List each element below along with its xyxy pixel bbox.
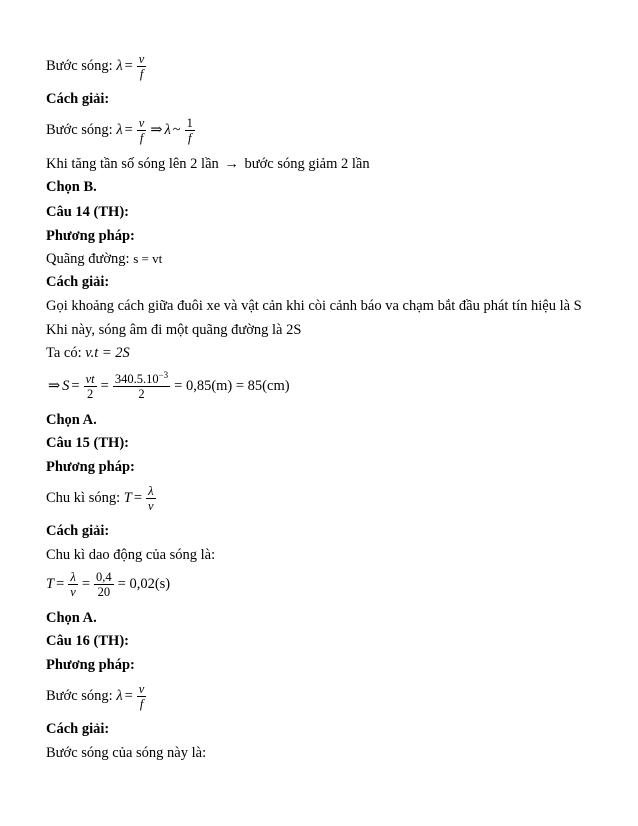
fraction (68, 570, 78, 599)
fraction (137, 116, 147, 145)
equals-sign: = (124, 687, 133, 704)
numerator: vt (85, 372, 95, 386)
question-heading-14: Câu 14 (TH): (46, 204, 129, 220)
numerator: v (138, 52, 145, 66)
denominator: v (70, 585, 76, 599)
label: Bước sóng: (46, 121, 113, 138)
formula-line-distance (46, 250, 162, 268)
exponent: −3 (158, 369, 169, 380)
denominator: f (137, 696, 147, 711)
denominator: 2 (84, 386, 97, 401)
fraction (137, 52, 147, 81)
fraction (113, 369, 170, 401)
numerator: 1 (186, 116, 193, 130)
fraction (185, 116, 195, 145)
numerator: v (138, 682, 145, 696)
label: Quãng đường: (46, 251, 130, 267)
math-symbol: S (62, 377, 70, 394)
formula-line-given (46, 344, 130, 362)
equals-sign: = (124, 121, 133, 138)
heading-method: Phương pháp: (46, 657, 135, 673)
math-symbol: λ (116, 687, 123, 704)
math-symbol: λ (116, 57, 123, 74)
fraction (94, 570, 114, 599)
answer-choice: Chọn A. (46, 610, 97, 626)
heading-solution-3: Cách giải: (46, 523, 110, 539)
denominator: f (137, 66, 147, 81)
question-heading-15: Câu 15 (TH): (46, 435, 129, 451)
text-line: Gọi khoảng cách giữa đuôi xe và vật cản khi còi cảnh báo va chạm bắt đầu phát tín hiệu là S (46, 298, 582, 314)
formula-line-wavelength-1 (46, 52, 148, 81)
denominator: 2 (113, 386, 170, 401)
heading-solution-2: Cách giải: (46, 274, 110, 290)
text-part: bước sóng giảm 2 lần (244, 156, 370, 172)
formula-line-wavelength-2 (46, 116, 197, 145)
formula: s = vt (133, 251, 163, 266)
result: = 0,85(m) = 85(cm) (174, 377, 290, 394)
heading-method: Phương pháp: (46, 459, 135, 475)
label: Ta có: (46, 345, 82, 361)
equals-sign: = (124, 57, 133, 74)
denominator: f (137, 130, 147, 145)
numerator: v (138, 116, 145, 130)
text-line: Khi này, sóng âm đi một quãng đường là 2S (46, 322, 302, 338)
denominator: 20 (94, 584, 114, 599)
implies-sign: ⇒ (150, 121, 163, 138)
text-line: Bước sóng của sóng này là: (46, 745, 207, 761)
answer-choice: Chọn A. (46, 412, 97, 428)
heading-solution-1: Cách giải: (46, 91, 110, 107)
arrow-icon: → (224, 156, 239, 172)
implies-sign: ⇒ (48, 377, 61, 394)
fraction (84, 372, 97, 401)
denominator: f (185, 130, 195, 145)
heading-solution-4: Cách giải: (46, 721, 110, 737)
formula-line-period (46, 484, 158, 513)
text-line: Chu kì dao động của sóng là: (46, 547, 216, 563)
question-heading-16: Câu 16 (TH): (46, 633, 129, 649)
fraction (137, 682, 147, 711)
numerator: 0,4 (96, 570, 112, 584)
math-symbol: T (123, 489, 132, 506)
proportional-sign: ~ (172, 121, 181, 138)
numerator: λ (70, 570, 76, 584)
math-symbol: T (46, 575, 55, 592)
equals-sign: = (81, 575, 91, 592)
text-line (46, 155, 370, 173)
equals-sign: = (56, 575, 65, 592)
formula: v.t = 2S (85, 345, 130, 361)
equals-sign: = (133, 489, 143, 506)
text-part: Khi tăng tần số sóng lên 2 lần (46, 156, 219, 172)
formula-line-result-period (46, 570, 170, 599)
denominator: v (148, 499, 154, 513)
heading-method: Phương pháp: (46, 228, 135, 244)
equals-sign: = (100, 377, 109, 394)
math-symbol: λ (116, 121, 123, 138)
fraction (146, 484, 156, 513)
formula-line-wavelength-3 (46, 682, 148, 711)
result: = 0,02(s) (117, 575, 171, 592)
equals-sign: = (71, 377, 80, 394)
math-symbol: λ (164, 121, 171, 138)
label: Bước sóng: (46, 687, 113, 704)
label: Bước sóng: (46, 57, 113, 74)
answer-choice: Chọn B. (46, 179, 97, 195)
label: Chu kì sóng: (46, 489, 121, 506)
formula-line-result-distance (46, 369, 290, 401)
numerator: λ (148, 484, 154, 498)
numerator (113, 369, 170, 386)
numerator-base: 340.5.10 (114, 372, 159, 386)
